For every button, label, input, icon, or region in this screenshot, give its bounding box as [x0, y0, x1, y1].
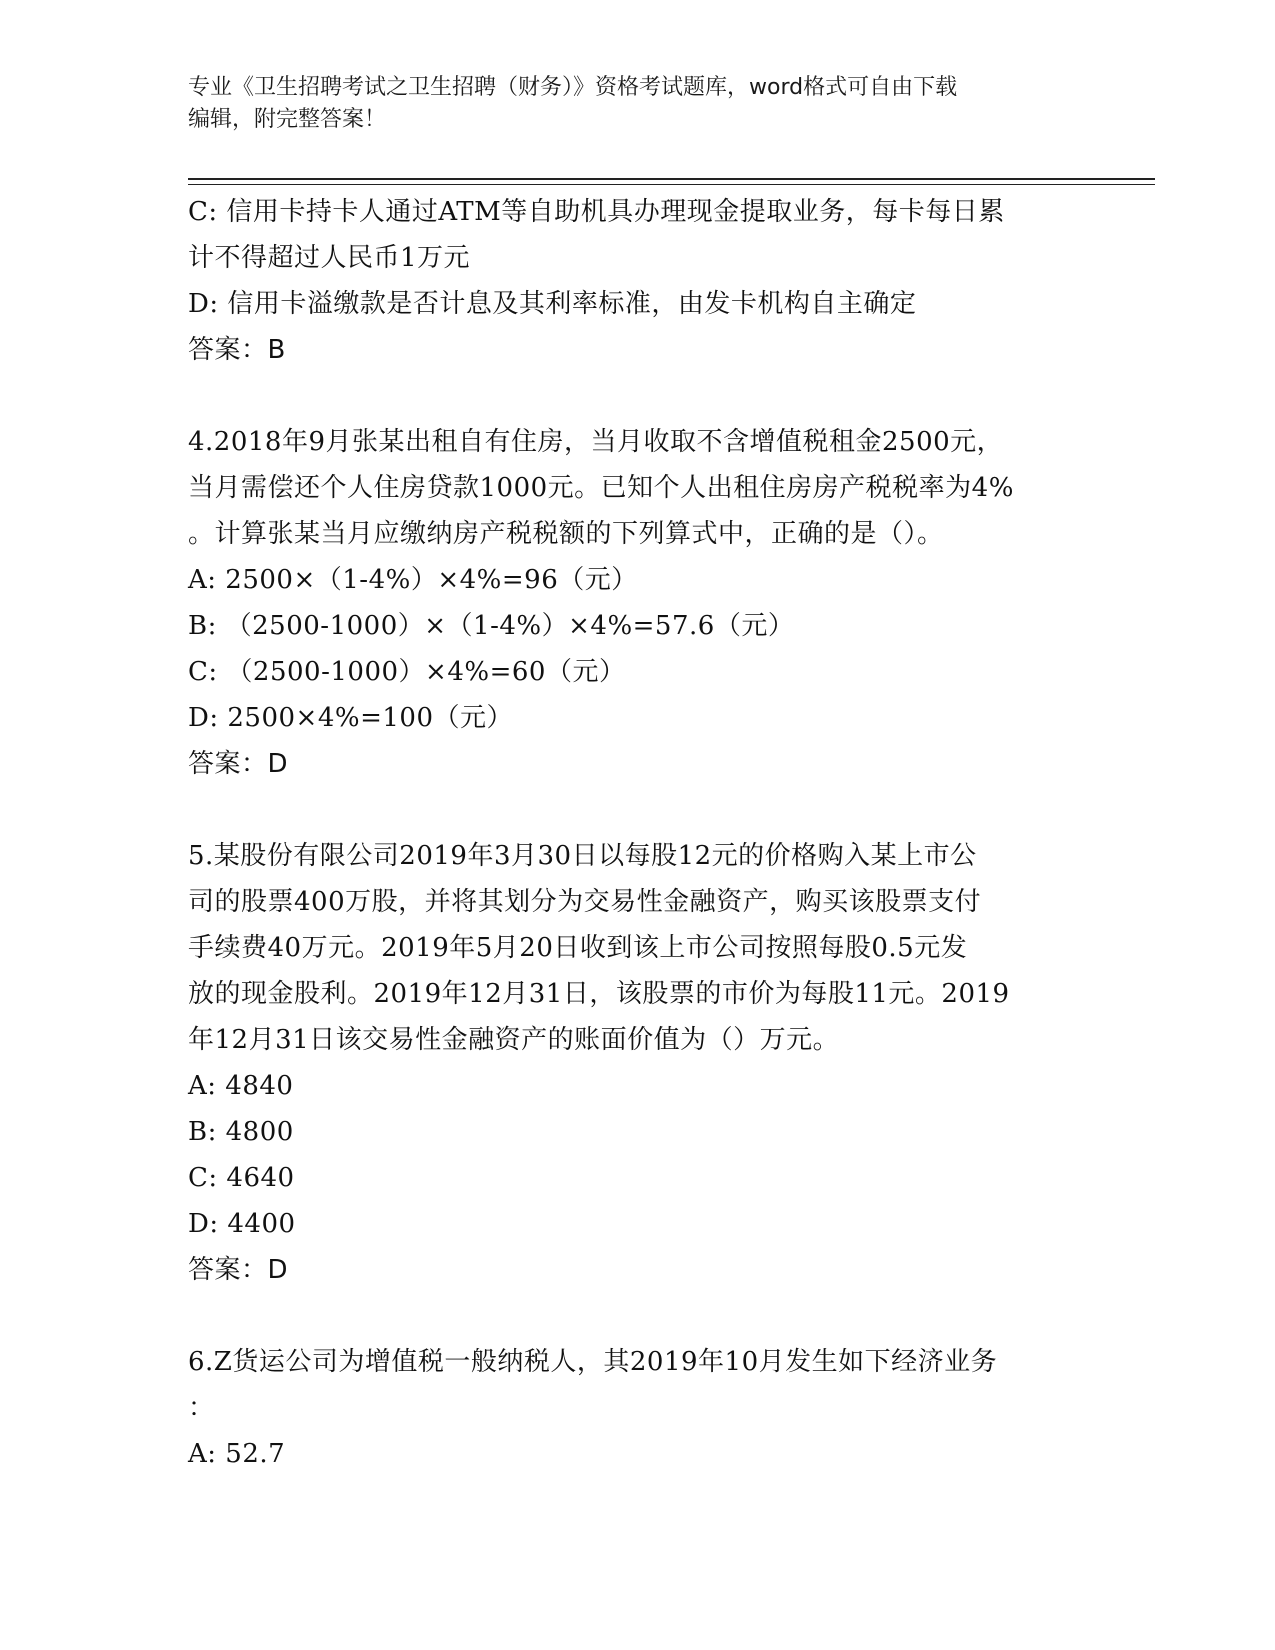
q3-option-d: D: 信用卡溢缴款是否计息及其利率标准，由发卡机构自主确定 — [188, 289, 917, 319]
q5-stem-line-2: 司的股票400万股，并将其划分为交易性金融资产，购买该股票支付 — [188, 887, 982, 917]
q3-option-c-line-1: C: 信用卡持卡人通过ATM等自助机具办理现金提取业务，每卡每日累 — [188, 197, 1005, 227]
spacer — [188, 373, 1088, 419]
q5-stem-line-3: 手续费40万元。2019年5月20日收到该上市公司按照每股0.5元发 — [188, 933, 968, 963]
q5-stem-line-5: 年12月31日该交易性金融资产的账面价值为（）万元。 — [188, 1025, 840, 1055]
q5-answer: 答案：D — [188, 1255, 289, 1285]
q4-answer: 答案：D — [188, 749, 289, 779]
question-5 — [188, 833, 1088, 1293]
q4-option-c: C: （2500-1000）×4%=60（元） — [188, 657, 626, 687]
spacer — [188, 787, 1088, 833]
header-rule-thin — [188, 184, 1155, 185]
q5-option-d: D: 4400 — [188, 1209, 296, 1239]
q4-option-a: A: 2500×（1-4%）×4%=96（元） — [188, 565, 638, 595]
question-6 — [188, 1339, 1088, 1477]
document-header — [188, 72, 1088, 136]
q5-option-c: C: 4640 — [188, 1163, 295, 1193]
q4-option-b: B: （2500-1000）×（1-4%）×4%=57.6（元） — [188, 611, 795, 641]
header-line-2: 编辑，附完整答案！ — [188, 107, 387, 132]
q6-stem-line-1: 6.Z货运公司为增值税一般纳税人，其2019年10月发生如下经济业务 — [188, 1347, 998, 1377]
q4-stem-line-2: 当月需偿还个人住房贷款1000元。已知个人出租住房房产税税率为4% — [188, 473, 1014, 503]
q6-option-a: A: 52.7 — [188, 1439, 286, 1469]
q5-stem-line-1: 5.某股份有限公司2019年3月30日以每股12元的价格购入某上市公 — [188, 841, 977, 871]
q3-answer: 答案：B — [188, 335, 286, 365]
q4-stem-line-3: 。计算张某当月应缴纳房产税税额的下列算式中，正确的是（）。 — [188, 519, 944, 549]
q5-option-a: A: 4840 — [188, 1071, 294, 1101]
question-3 — [188, 189, 1088, 373]
q6-stem-line-2: ： — [188, 1393, 215, 1423]
spacer — [188, 1293, 1088, 1339]
q4-option-d: D: 2500×4%=100（元） — [188, 703, 513, 733]
q3-option-c-line-2: 计不得超过人民币1万元 — [188, 243, 471, 273]
q4-stem-line-1: 4.2018年9月张某出租自有住房，当月收取不含增值税租金2500元， — [188, 427, 1004, 457]
question-4 — [188, 419, 1088, 787]
question-content — [188, 189, 1088, 1477]
q5-stem-line-4: 放的现金股利。2019年12月31日，该股票的市价为每股11元。2019 — [188, 979, 1010, 1009]
header-line-1: 专业《卫生招聘考试之卫生招聘（财务）》资格考试题库，word格式可自由下载 — [188, 75, 958, 100]
header-rule-thick — [188, 178, 1155, 180]
q5-option-b: B: 4800 — [188, 1117, 294, 1147]
